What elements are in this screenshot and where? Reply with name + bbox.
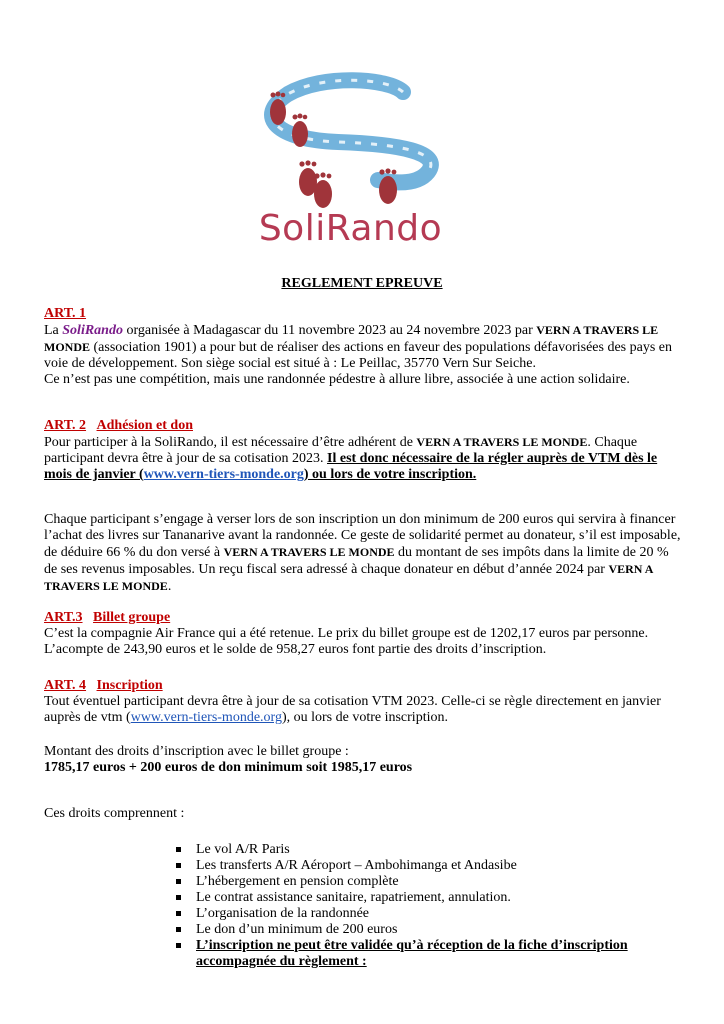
list-item-text: Le don d’un minimum de 200 euros [196, 922, 398, 937]
art1-text-3: (association 1901) a pour but de réaliser des actions en faveur des populations défavorisées des pays en voie de développement. Son siège social est situé à : Le Peillac, 35770 Vern Sur Seiche. [44, 340, 672, 371]
page-title: REGLEMENT EPREUVE [281, 276, 443, 291]
art1-heading [44, 306, 684, 322]
art1-text-1: La [44, 323, 63, 338]
art2-paragraph-1 [44, 434, 684, 483]
art2-text-1: Pour participer à la SoliRando, il est nécessaire d’être adhérent de [44, 435, 417, 450]
droits-list [176, 842, 656, 970]
list-item [176, 874, 656, 890]
list-item-text: Les transferts A/R Aéroport – Ambohimanga et Andasibe [196, 858, 517, 873]
list-item [176, 906, 656, 922]
solirando-logo [238, 72, 463, 262]
list-item-text: Le vol A/R Paris [196, 842, 290, 857]
footprints-path-icon [238, 72, 463, 212]
list-item [176, 842, 656, 858]
art2-text-5: . [167, 579, 172, 594]
list-item-text: L’hébergement en pension complète [196, 874, 399, 889]
art2-org: VERN A TRAVERS LE MONDE [416, 435, 588, 449]
art3-subheading: Billet groupe [93, 610, 171, 625]
bullet-icon [176, 895, 181, 900]
art2-org-2: VERN A TRAVERS LE MONDE [223, 545, 395, 559]
logo-wordmark: SoliRando [258, 208, 443, 249]
art4-text-1: Tout éventuel participant devra être à jour de sa cotisation VTM 2023. Celle-ci se règle directement en janvier auprès de vtm ( [44, 694, 661, 725]
bullet-icon [176, 863, 181, 868]
art1-text-4: Ce n’est pas une compétition, mais une randonnée pédestre à allure libre, associée à une action solidaire. [44, 372, 630, 387]
list-item-text: L’organisation de la randonnée [196, 906, 370, 921]
list-item [176, 922, 656, 938]
bullet-icon [176, 847, 181, 852]
art1-org: VERN A TRAVERS LE MONDE [44, 323, 659, 354]
art4-website-link[interactable]: www.vern-tiers-monde.org [130, 710, 282, 725]
art4-paragraph [44, 694, 684, 726]
bullet-icon [176, 911, 181, 916]
bullet-icon [176, 927, 181, 932]
bullet-icon [176, 879, 181, 884]
art3-heading [44, 610, 684, 626]
art1-text-2: organisée à Madagascar du 11 novembre 2023 au 24 novembre 2023 par [122, 323, 537, 338]
list-item-text: L’inscription ne peut être validée qu’à réception de la fiche d’inscription accompagnée du règlement : [196, 938, 628, 969]
list-item [176, 858, 656, 874]
list-item [176, 938, 656, 970]
art2-label: ART. 2 [44, 418, 87, 433]
art1-paragraph [44, 322, 684, 388]
art2-emphasis-1: Il est donc nécessaire de la régler auprès de VTM dès le mois de janvier ( [44, 451, 658, 482]
art2-text-2: . Chaque participant devra être à jour de sa cotisation 2023. [44, 435, 638, 466]
art4-text-2: ), ou lors de votre inscription. [281, 710, 448, 725]
art3-label: ART.3 [44, 610, 83, 625]
list-item-text: Le contrat assistance sanitaire, rapatriement, annulation. [196, 890, 511, 905]
art4-label: ART. 4 [44, 678, 87, 693]
art3-paragraph: C’est la compagnie Air France qui a été retenue. Le prix du billet groupe est de 1202,17 euros par personne. L’acompte de 243,90 euros et le solde de 958,27 euros font partie des droits d’inscription. [44, 626, 649, 657]
montant-value: 1785,17 euros + 200 euros de don minimum soit 1985,17 euros [44, 760, 413, 775]
art1-brand: SoliRando [62, 323, 123, 338]
droits-intro: Ces droits comprennent : [44, 806, 185, 821]
art2-text-3: Chaque participant s’engage à verser lors de son inscription un don minimum de 200 euros qui servira à financer l’achat des livres sur Tananarive avant la randonnée. Ce geste de solidarité permet au donateur, s’il est imposable, de déduire 66 % du don versé à [44, 512, 681, 560]
art4-subheading: Inscription [96, 678, 163, 693]
art1-label: ART. 1 [44, 306, 87, 321]
art2-org-3: VERN A TRAVERS LE MONDE [44, 562, 653, 593]
art2-website-link[interactable]: www.vern-tiers-monde.org [143, 467, 304, 482]
art2-subheading: Adhésion et don [96, 418, 193, 433]
art2-paragraph-2 [44, 512, 684, 595]
list-item [176, 890, 656, 906]
art4-heading [44, 678, 684, 694]
art2-text-4: du montant de ses impôts dans la limite de 20 % de ses revenus imposables. Un reçu fiscal sera adressé à chaque donateur en début d’année 2024 par [44, 545, 669, 577]
montant-label: Montant des droits d’inscription avec le billet groupe : [44, 744, 349, 759]
art2-emphasis-2: ) ou lors de votre inscription. [303, 467, 477, 482]
bullet-icon [176, 943, 181, 948]
art2-heading [44, 418, 684, 434]
